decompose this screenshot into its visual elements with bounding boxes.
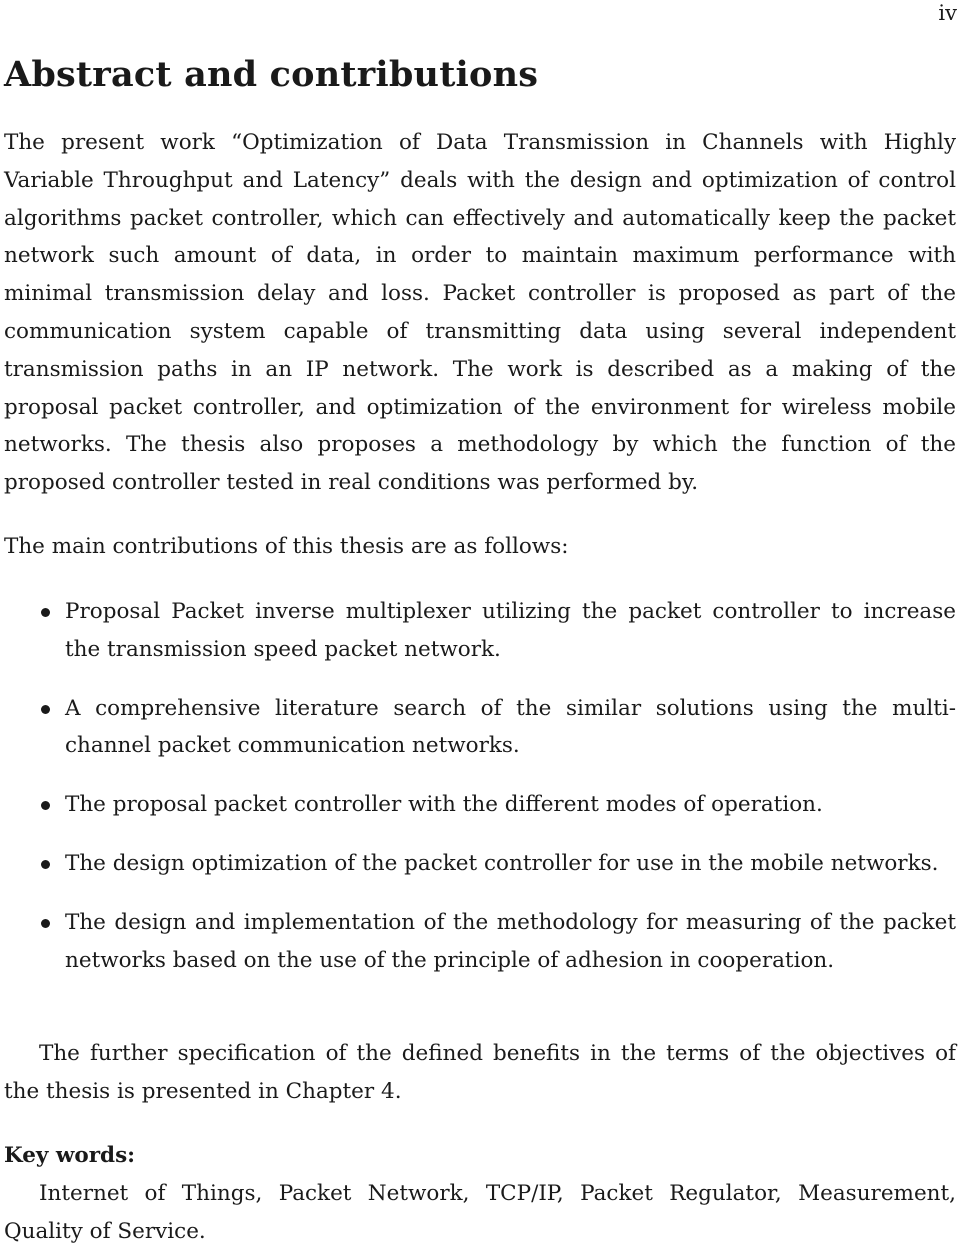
- bullet-icon: [41, 919, 50, 928]
- bullet-icon: [41, 860, 50, 869]
- bullet-icon: [41, 705, 50, 714]
- list-item: [4, 904, 956, 980]
- list-item-text: The design and implementation of the methodology for measuring of the packet networks based on the use of the principle of adhesion in cooperation.: [65, 909, 956, 973]
- abstract-paragraph: The present work “Optimization of Data Transmission in Channels with Highly Variable Throughput and Latency” deals with the design and optimization of control algorithms packet controller, which can effectively and automatically keep the packet network such amount of data, in order to maintain maximum performance with minimal transmission delay and loss. Packet controller is proposed as part of the communication system capable of transmitting data using several independent transmission paths in an IP network. The work is described as a making of the proposal packet controller, and optimization of the environment for wireless mobile networks. The thesis also proposes a methodology by which the function of the proposed controller tested in real conditions was performed by.: [4, 130, 956, 496]
- keywords-text: Internet of Things, Packet Network, TCP/IP, Packet Regulator, Measurement, Quality of Service.: [4, 1181, 956, 1244]
- list-item: [4, 690, 956, 766]
- list-item-text: The proposal packet controller with the different modes of operation.: [65, 792, 823, 818]
- list-item-text: A comprehensive literature search of the similar solutions using the multi-channel packet communication networks.: [65, 695, 956, 759]
- list-item: [4, 593, 956, 669]
- contributions-intro: The main contributions of this thesis are as follows:: [4, 534, 569, 559]
- page-number: iv: [938, 1, 957, 25]
- list-item: [4, 845, 956, 883]
- further-paragraph: The further specification of the defined benefits in the terms of the objectives of the thesis is presented in Chapter 4.: [4, 1041, 956, 1104]
- keywords-heading: Key words:: [4, 1143, 136, 1168]
- bullet-icon: [41, 608, 50, 617]
- chapter-title: Abstract and contributions: [4, 54, 539, 95]
- list-item: [4, 786, 956, 824]
- bullet-icon: [41, 801, 50, 810]
- contributions-list: [4, 593, 956, 1000]
- list-item-text: The design optimization of the packet controller for use in the mobile networks.: [65, 850, 939, 876]
- list-item-text: Proposal Packet inverse multiplexer utilizing the packet controller to increase the transmission speed packet network.: [65, 599, 956, 662]
